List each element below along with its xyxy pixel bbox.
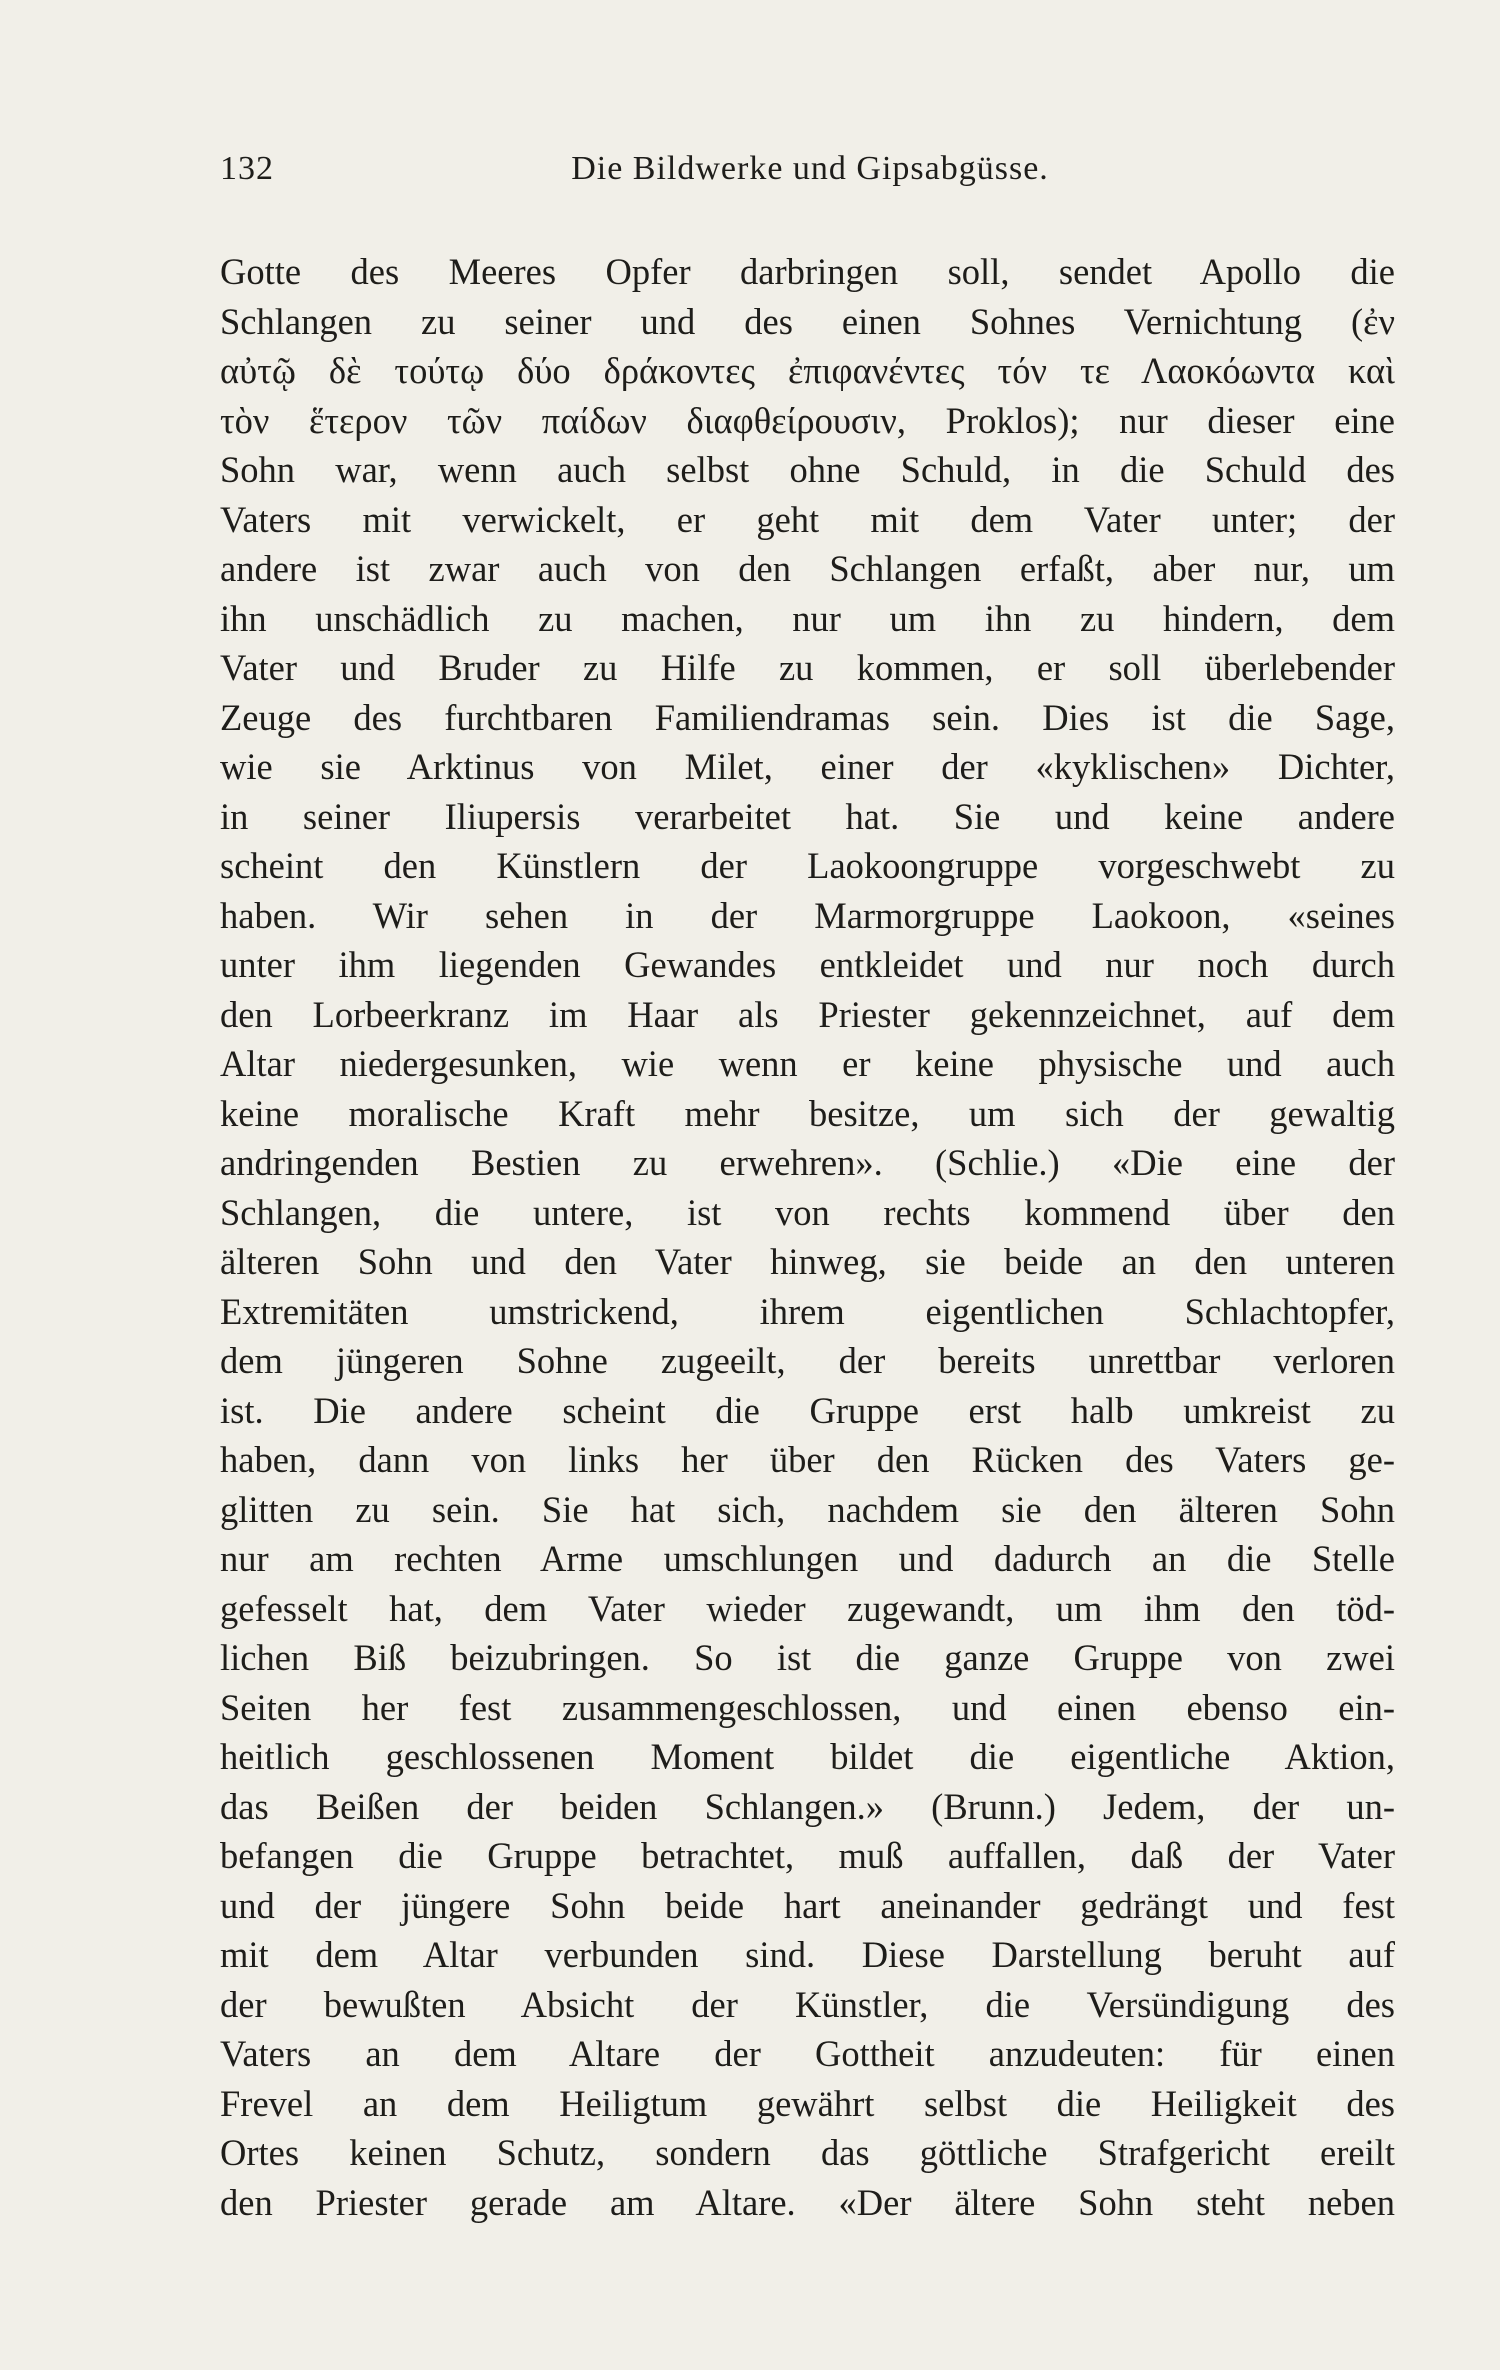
text-line: ihn unschädlich zu machen, nur um ihn zu hindern, dem: [220, 597, 1395, 639]
text-line: Sohn war, wenn auch selbst ohne Schuld, in die Schuld des: [220, 449, 1395, 490]
text-line: gefesselt hat, dem Vater wieder zugewandt, um ihm den töd-: [220, 1587, 1395, 1629]
text-line: αὐτῷ δὲ τούτῳ δύο δράκοντες ἐπιφανέντες τόν τε Λαοκόωντα καὶ: [220, 350, 1395, 391]
text-line: in seiner Iliupersis verarbeitet hat. Sie und keine andere: [220, 795, 1395, 837]
text-line: wie sie Arktinus von Milet, einer der «kyklischen» Dichter,: [220, 746, 1395, 787]
text-line: ist. Die andere scheint die Gruppe erst halb umkreist zu: [220, 1389, 1395, 1431]
running-title: Die Bildwerke und Gipsabgüsse.: [571, 150, 1049, 187]
text-line: τὸν ἕτερον τῶν παίδων διαφθείρουσιν, Proklos); nur dieser eine: [220, 399, 1395, 441]
text-line: lichen Biß beizubringen. So ist die ganze Gruppe von zwei: [220, 1637, 1395, 1678]
text-line: keine moralische Kraft mehr besitze, um sich der gewaltig: [220, 1092, 1395, 1134]
text-line: Zeuge des furchtbaren Familiendramas sein. Dies ist die Sage,: [220, 696, 1395, 738]
text-line: Vaters mit verwickelt, er geht mit dem Vater unter; der: [220, 498, 1395, 540]
text-line: den Priester gerade am Altare. «Der ältere Sohn steht neben: [220, 2181, 1395, 2223]
text-line: andringenden Bestien zu erwehren». (Schlie.) «Die eine der: [220, 1142, 1395, 1183]
text-line: älteren Sohn und den Vater hinweg, sie beide an den unteren: [220, 1241, 1395, 1282]
text-line: Schlangen, die untere, ist von rechts kommend über den: [220, 1191, 1395, 1233]
page-number: 132: [220, 150, 274, 187]
text-line: Extremitäten umstrickend, ihrem eigentlichen Schlachtopfer,: [220, 1290, 1395, 1332]
text-line: Frevel an dem Heiligtum gewährt selbst die Heiligkeit des: [220, 2082, 1395, 2124]
text-line: nur am rechten Arme umschlungen und dadurch an die Stelle: [220, 1538, 1395, 1579]
text-line: Gotte des Meeres Opfer darbringen soll, sendet Apollo die: [220, 251, 1395, 292]
text-line: Schlangen zu seiner und des einen Sohnes Vernichtung (ἐν: [220, 300, 1395, 342]
text-line: scheint den Künstlern der Laokoongruppe vorgeschwebt zu: [220, 845, 1395, 886]
text-line: unter ihm liegenden Gewandes entkleidet und nur noch durch: [220, 944, 1395, 985]
text-line: das Beißen der beiden Schlangen.» (Brunn.) Jedem, der un-: [220, 1785, 1395, 1827]
body-text: [220, 247, 1395, 2227]
text-line: Vaters an dem Altare der Gottheit anzudeuten: für einen: [220, 2033, 1395, 2074]
text-line: mit dem Altar verbunden sind. Diese Darstellung beruht auf: [220, 1934, 1395, 1975]
text-line: Seiten her fest zusammengeschlossen, und einen ebenso ein-: [220, 1686, 1395, 1728]
text-line: andere ist zwar auch von den Schlangen erfaßt, aber nur, um: [220, 548, 1395, 589]
text-line: heitlich geschlossenen Moment bildet die eigentliche Aktion,: [220, 1736, 1395, 1777]
text-line: und der jüngere Sohn beide hart aneinander gedrängt und fest: [220, 1884, 1395, 1926]
text-line: den Lorbeerkranz im Haar als Priester gekennzeichnet, auf dem: [220, 993, 1395, 1035]
text-line: Altar niedergesunken, wie wenn er keine physische und auch: [220, 1043, 1395, 1084]
text-line: Ortes keinen Schutz, sondern das göttliche Strafgericht ereilt: [220, 2132, 1395, 2173]
text-line: glitten zu sein. Sie hat sich, nachdem sie den älteren Sohn: [220, 1488, 1395, 1530]
text-line: Vater und Bruder zu Hilfe zu kommen, er soll überlebender: [220, 647, 1395, 688]
text-line: dem jüngeren Sohne zugeeilt, der bereits unrettbar verloren: [220, 1340, 1395, 1381]
page-header: [220, 150, 1390, 190]
text-line: haben, dann von links her über den Rücken des Vaters ge-: [220, 1439, 1395, 1480]
text-line: befangen die Gruppe betrachtet, muß auffallen, daß der Vater: [220, 1835, 1395, 1876]
text-line: der bewußten Absicht der Künstler, die Versündigung des: [220, 1983, 1395, 2025]
text-line: haben. Wir sehen in der Marmorgruppe Laokoon, «seines: [220, 894, 1395, 936]
